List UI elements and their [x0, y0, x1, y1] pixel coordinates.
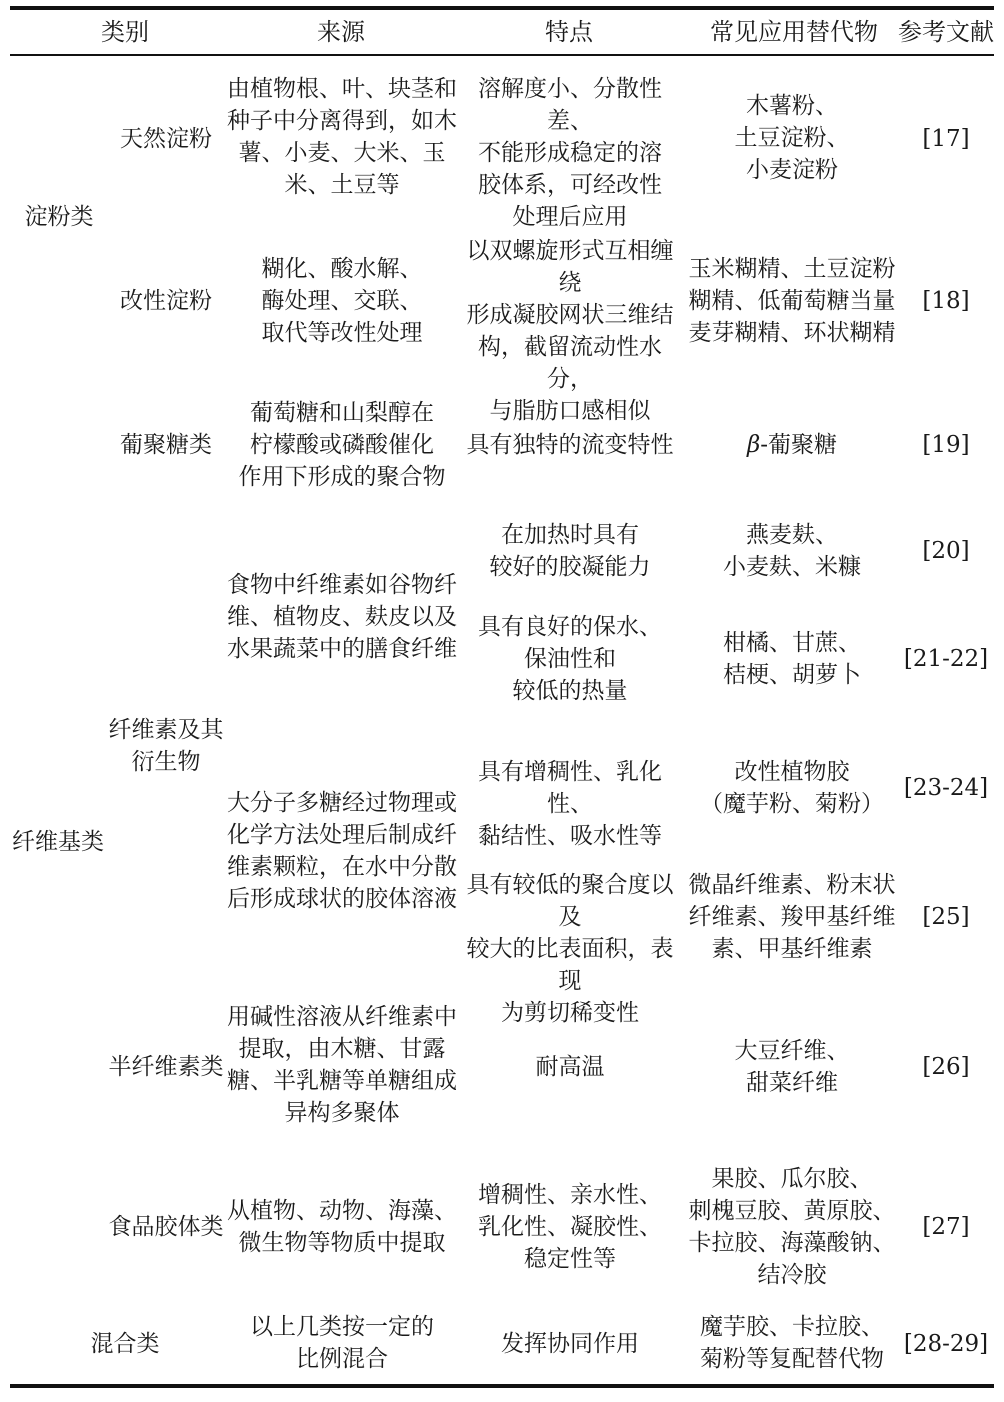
feature-hemicellulose: 耐高温 [535, 1054, 605, 1080]
feature-cellulose-3: 具有增稠性、乳化性、 黏结性、吸水性等 [478, 759, 662, 849]
source-hemicellulose: 用碱性溶液从纤维素中 提取，由木糖、甘露 糖、半乳糖等单糖组成 异构多聚体 [227, 1004, 457, 1126]
substitute-cellulose-1: 燕麦麸、 小麦麸、米糠 [723, 522, 861, 580]
feature-modified-starch: 以双螺旋形式互相缠绕 形成凝胶网状三维结 构，截留流动性水分， 与脂肪口感相似 [466, 238, 674, 424]
substitute-mixed: 魔芋胶、卡拉胶、 菊粉等复配替代物 [700, 1314, 884, 1372]
source-cellulose-b: 大分子多糖经过物理或 化学方法处理后制成纤 维素颗粒，在水中分散 后形成球状的胶体溶液 [227, 790, 457, 912]
source-polydextrose: 葡萄糖和山梨醇在 柠檬酸或磷酸催化 作用下形成的聚合物 [238, 400, 446, 490]
subcat-natural-starch: 天然淀粉 [120, 126, 212, 152]
subcat-modified-starch: 改性淀粉 [120, 288, 212, 314]
feature-natural-starch: 溶解度小、分散性差、 不能形成稳定的溶 胶体系，可经改性 处理后应用 [478, 76, 662, 230]
substitute-cellulose-3: 改性植物胶 （魔芋粉、菊粉） [700, 759, 884, 817]
source-natural-starch: 由植物根、叶、块茎和 种子中分离得到，如木 薯、小麦、大米、玉 米、土豆等 [227, 76, 457, 198]
ref-modified-starch: [18] [922, 288, 970, 314]
feature-cellulose-1: 在加热时具有 较好的胶凝能力 [489, 522, 651, 580]
feature-cellulose-2: 具有良好的保水、 保油性和 较低的热量 [478, 614, 662, 704]
subcat-mixed: 混合类 [90, 1331, 160, 1357]
ref-cellulose-1: [20] [922, 538, 970, 564]
substitute-cellulose-4: 微晶纤维素、粉末状 纤维素、羧甲基纤维 素、甲基纤维素 [688, 872, 896, 962]
ref-cellulose-2: [21-22] [903, 646, 989, 672]
ref-cellulose-4: [25] [922, 904, 970, 930]
group-starch: 淀粉类 [24, 204, 94, 230]
header-category: 类别 [101, 18, 149, 46]
ref-hemicellulose: [26] [922, 1054, 970, 1080]
ref-polydextrose: [19] [922, 432, 970, 458]
subcat-hemicellulose: 半纤维素类 [108, 1054, 224, 1080]
source-food-colloid: 从植物、动物、海藻、 微生物等物质中提取 [227, 1198, 457, 1256]
substitute-cellulose-2: 柑橘、甘蔗、 桔梗、胡萝卜 [723, 630, 861, 688]
substitute-polydextrose-text: -葡聚糖 [760, 432, 838, 458]
ref-cellulose-3: [23-24] [903, 775, 989, 801]
feature-mixed: 发挥协同作用 [501, 1331, 639, 1357]
substitute-natural-starch: 木薯粉、 土豆淀粉、 小麦淀粉 [734, 93, 850, 183]
ref-natural-starch: [17] [922, 126, 970, 152]
feature-cellulose-4: 具有较低的聚合度以及 较大的比表面积，表现 为剪切稀变性 [466, 872, 674, 1026]
feature-polydextrose: 具有独特的流变特性 [466, 432, 674, 458]
header-reference: 参考文献 [898, 18, 994, 46]
top-rule [10, 6, 994, 10]
source-mixed: 以上几类按一定的 比例混合 [250, 1314, 434, 1372]
feature-food-colloid: 增稠性、亲水性、 乳化性、凝胶性、 稳定性等 [478, 1182, 662, 1272]
header-source: 来源 [317, 18, 365, 46]
substitute-food-colloid: 果胶、瓜尔胶、 刺槐豆胶、黄原胶、 卡拉胶、海藻酸钠、 结冷胶 [688, 1166, 896, 1288]
ref-food-colloid: [27] [922, 1214, 970, 1240]
ref-mixed: [28-29] [903, 1331, 989, 1357]
header-rule [10, 54, 994, 56]
substitute-polydextrose [686, 429, 898, 461]
source-cellulose-a: 食物中纤维素如谷物纤 维、植物皮、麸皮以及 水果蔬菜中的膳食纤维 [227, 572, 457, 662]
header-feature: 特点 [545, 18, 593, 46]
substitute-hemicellulose: 大豆纤维、 甜菜纤维 [734, 1038, 850, 1096]
bottom-rule [10, 1384, 994, 1388]
group-fiber: 纤维基类 [12, 829, 104, 855]
header-substitute: 常见应用替代物 [710, 18, 878, 46]
source-modified-starch: 糊化、酸水解、 酶处理、交联、 取代等改性处理 [261, 256, 423, 346]
substitute-modified-starch: 玉米糊精、土豆淀粉 糊精、低葡萄糖当量 麦芽糊精、环状糊精 [688, 256, 896, 346]
substitute-polydextrose-beta: β [746, 432, 761, 458]
subcat-food-colloid: 食品胶体类 [108, 1214, 224, 1240]
subcat-polydextrose: 葡聚糖类 [120, 432, 212, 458]
subcat-cellulose: 纤维素及其 衍生物 [108, 717, 224, 775]
